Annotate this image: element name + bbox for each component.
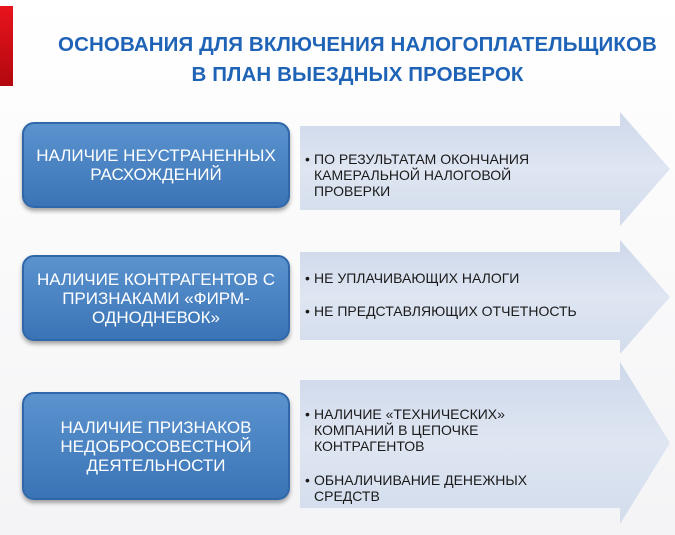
red-accent-bar (0, 6, 13, 86)
bullet-text: НЕ ПРЕДСТАВЛЯЮЩИХ ОТЧЕТНОСТЬ (314, 303, 577, 319)
bullet-dot-icon: • (305, 303, 310, 319)
bullet-item (305, 472, 635, 504)
bullet-item (305, 406, 635, 454)
bullet-dot-icon: • (305, 406, 310, 422)
bullet-dot-icon: • (305, 472, 310, 488)
bullet-item (305, 303, 635, 319)
criterion-row-2 (0, 240, 675, 354)
criterion-box-1 (22, 122, 290, 208)
bullet-list-1 (305, 151, 635, 199)
criterion-box-2 (22, 255, 290, 341)
bullet-text: НАЛИЧИЕ «ТЕХНИЧЕСКИХ» КОМПАНИЙ В ЦЕПОЧКЕ КОНТРАГЕНТОВ (314, 406, 505, 454)
criterion-label-1: НАЛИЧИЕ НЕУСТРАНЕННЫХ РАСХОЖДЕНИЙ (36, 146, 276, 184)
bullet-text: НЕ УПЛАЧИВАЮЩИХ НАЛОГИ (314, 270, 520, 286)
criterion-box-3 (22, 392, 290, 500)
bullet-text: ОБНАЛИЧИВАНИЕ ДЕНЕЖНЫХ СРЕДСТВ (314, 472, 528, 504)
criterion-row-1 (0, 112, 675, 226)
criterion-label-2: НАЛИЧИЕ КОНТРАГЕНТОВ С ПРИЗНАКАМИ «ФИРМ-ОДНОДНЕВОК» (36, 269, 276, 327)
title-line-1: ОСНОВАНИЯ ДЛЯ ВКЛЮЧЕНИЯ НАЛОГОПЛАТЕЛЬЩИКОВ (58, 33, 657, 56)
title-line-2: В ПЛАН ВЫЕЗДНЫХ ПРОВЕРОК (191, 63, 524, 86)
bullet-list-3 (305, 406, 635, 504)
criterion-label-3: НАЛИЧИЕ ПРИЗНАКОВ НЕДОБРОСОВЕСТНОЙ ДЕЯТЕЛЬНОСТИ (60, 417, 252, 475)
bullet-item (305, 151, 635, 199)
bullet-dot-icon: • (305, 151, 310, 167)
bullet-list-2 (305, 270, 635, 319)
page-title (40, 30, 675, 90)
bullet-item (305, 270, 635, 286)
criterion-row-3 (0, 362, 675, 524)
bullet-text: ПО РЕЗУЛЬТАТАМ ОКОНЧАНИЯ КАМЕРАЛЬНОЙ НАЛОГОВОЙ ПРОВЕРКИ (314, 151, 530, 199)
bullet-dot-icon: • (305, 270, 310, 286)
